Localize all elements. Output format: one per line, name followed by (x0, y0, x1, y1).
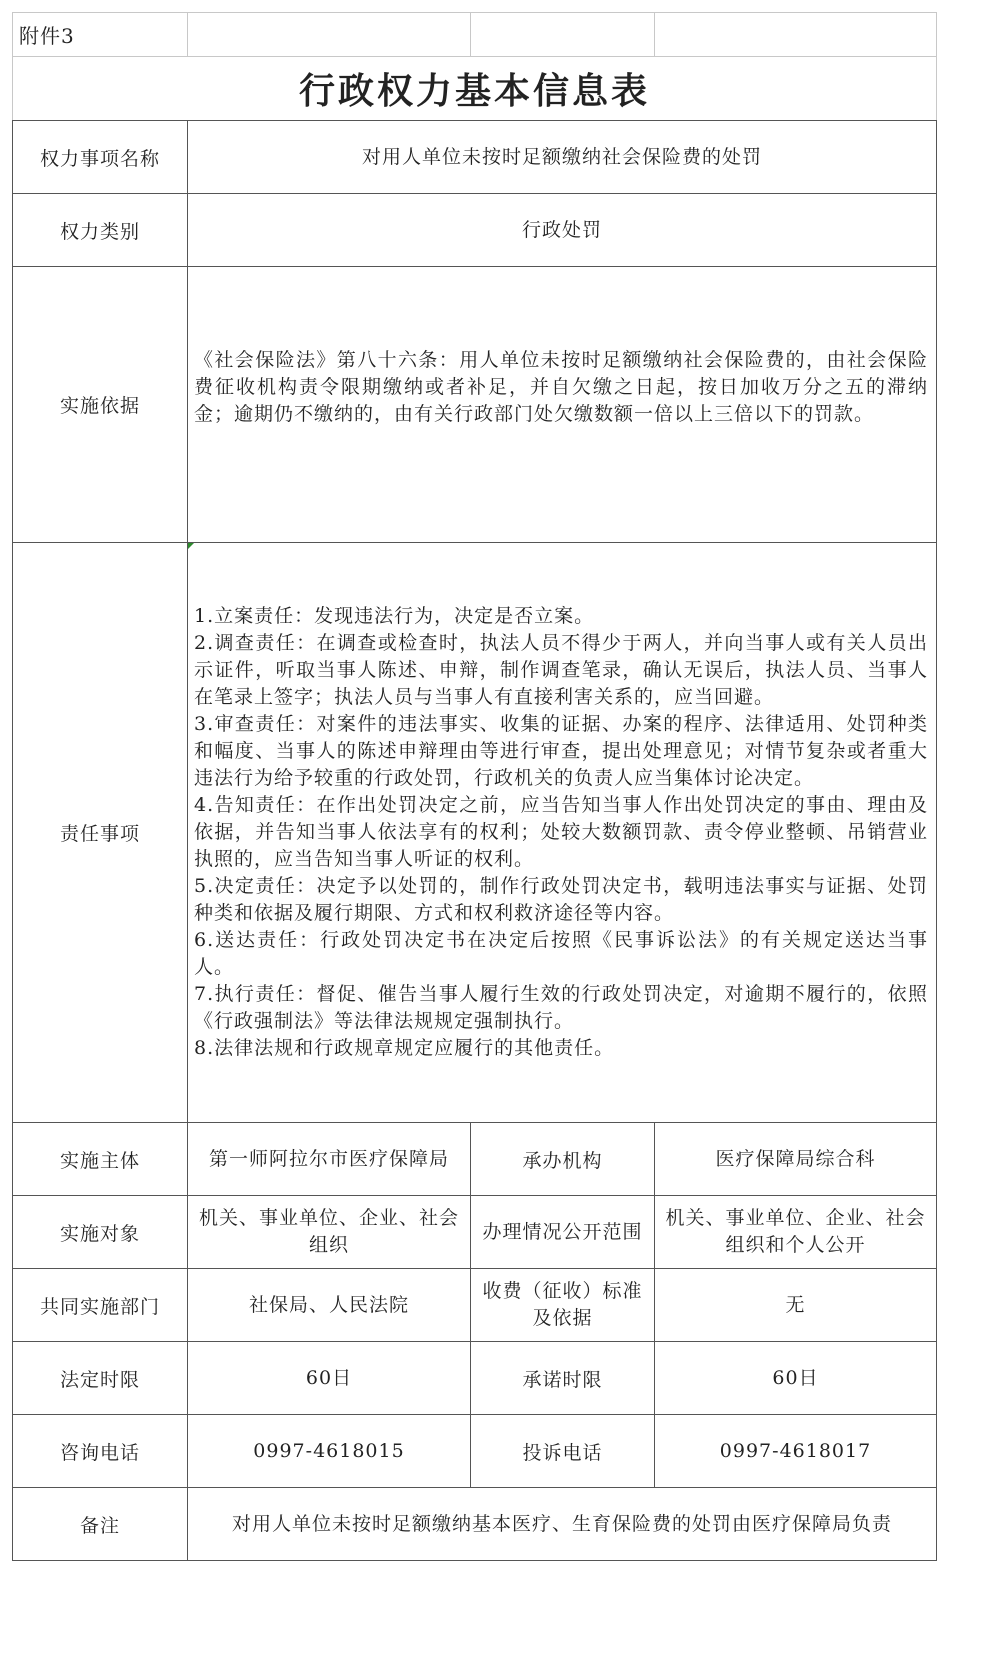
target-row (13, 1196, 937, 1269)
power-type-value: 行政处罚 (188, 194, 937, 267)
power-type-label: 权力类别 (13, 194, 188, 267)
page-title: 行政权力基本信息表 (13, 57, 937, 121)
disclosure-label: 办理情况公开范围 (471, 1196, 655, 1269)
empty-cell (188, 13, 471, 57)
joint-dept-value: 社保局、人民法院 (188, 1269, 471, 1342)
fee-label: 收费（征收）标准及依据 (471, 1269, 655, 1342)
responsibilities-value (188, 543, 937, 1123)
attachment-row (13, 13, 937, 57)
responsibility-item: 6.送达责任：行政处罚决定书在决定后按照《民事诉讼法》的有关规定送达当事人。 (194, 929, 928, 978)
responsibility-item: 3.审查责任：对案件的违法事实、收集的证据、办案的程序、法律适用、处罚种类和幅度、当事人的陈述申辩理由等进行审查，提出处理意见；对情节复杂或者重大违法行为给予较重的行政处罚，行政机关的负责人应当集体讨论决定。 (194, 713, 928, 789)
consult-phone-value: 0997-4618015 (188, 1415, 471, 1488)
subject-label: 实施主体 (13, 1123, 188, 1196)
legal-basis-row (13, 267, 937, 543)
power-name-label: 权力事项名称 (13, 121, 188, 194)
promise-limit-label: 承诺时限 (471, 1342, 655, 1415)
joint-dept-label: 共同实施部门 (13, 1269, 188, 1342)
legal-limit-value: 60日 (188, 1342, 471, 1415)
responsibility-item: 2.调查责任：在调查或检查时，执法人员不得少于两人，并向当事人或有关人员出示证件，听取当事人陈述、申辩，制作调查笔录，确认无误后，执法人员、当事人在笔录上签字；执法人员与当事人有直接利害关系的，应当回避。 (194, 632, 928, 708)
consult-phone-label: 咨询电话 (13, 1415, 188, 1488)
legal-basis-text: 《社会保险法》第八十六条：用人单位未按时足额缴纳社会保险费的，由社会保险费征收机构责令限期缴纳或者补足，并自欠缴之日起，按日加收万分之五的滞纳金；逾期仍不缴纳的，由有关行政部门处欠缴数额一倍以上三倍以下的罚款。 (194, 349, 928, 425)
subject-value: 第一师阿拉尔市医疗保障局 (188, 1123, 471, 1196)
joint-dept-row (13, 1269, 937, 1342)
subject-row (13, 1123, 937, 1196)
undertaker-value: 医疗保障局综合科 (655, 1123, 937, 1196)
target-value: 机关、事业单位、企业、社会组织 (188, 1196, 471, 1269)
empty-cell (655, 13, 937, 57)
legal-basis-value (188, 267, 937, 543)
complaint-phone-value: 0997-4618017 (655, 1415, 937, 1488)
remarks-label: 备注 (13, 1488, 188, 1561)
attachment-label: 附件3 (13, 13, 188, 57)
remarks-row (13, 1488, 937, 1561)
undertaker-label: 承办机构 (471, 1123, 655, 1196)
responsibility-item: 4.告知责任：在作出处罚决定之前，应当告知当事人作出处罚决定的事由、理由及依据，并告知当事人依法享有的权利；处较大数额罚款、责令停业整顿、吊销营业执照的，应当告知当事人听证的权利。 (194, 794, 928, 870)
disclosure-value: 机关、事业单位、企业、社会组织和个人公开 (655, 1196, 937, 1269)
promise-limit-value: 60日 (655, 1342, 937, 1415)
title-row (13, 57, 937, 121)
responsibility-item: 7.执行责任：督促、催告当事人履行生效的行政处罚决定，对逾期不履行的，依照《行政强制法》等法律法规规定强制执行。 (194, 983, 928, 1032)
fee-value: 无 (655, 1269, 937, 1342)
responsibility-item: 8.法律法规和行政规章规定应履行的其他责任。 (194, 1037, 615, 1059)
empty-cell (471, 13, 655, 57)
responsibility-item: 5.决定责任：决定予以处罚的，制作行政处罚决定书，载明违法事实与证据、处罚种类和依据及履行期限、方式和权利救济途径等内容。 (194, 875, 928, 924)
responsibility-item: 1.立案责任：发现违法行为，决定是否立案。 (194, 605, 595, 627)
complaint-phone-label: 投诉电话 (471, 1415, 655, 1488)
power-name-value: 对用人单位未按时足额缴纳社会保险费的处罚 (188, 121, 937, 194)
target-label: 实施对象 (13, 1196, 188, 1269)
remarks-value: 对用人单位未按时足额缴纳基本医疗、生育保险费的处罚由医疗保障局负责 (188, 1488, 937, 1561)
phone-row (13, 1415, 937, 1488)
time-limit-row (13, 1342, 937, 1415)
power-info-table (12, 12, 937, 1561)
legal-basis-label: 实施依据 (13, 267, 188, 543)
responsibilities-row (13, 543, 937, 1123)
power-type-row (13, 194, 937, 267)
responsibilities-label: 责任事项 (13, 543, 188, 1123)
legal-limit-label: 法定时限 (13, 1342, 188, 1415)
power-name-row (13, 121, 937, 194)
